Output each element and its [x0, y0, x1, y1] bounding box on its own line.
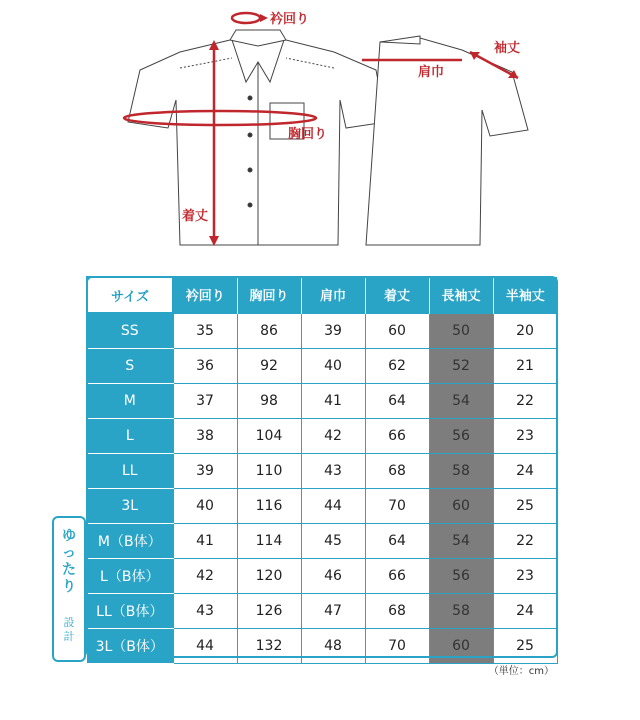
size-cell: S: [87, 349, 173, 384]
table-row: [87, 349, 557, 384]
value-cell: 22: [493, 384, 557, 419]
value-cell: 98: [237, 384, 301, 419]
value-cell: 44: [301, 489, 365, 524]
value-cell: 43: [173, 594, 237, 629]
value-cell: 56: [429, 419, 493, 454]
value-cell: 47: [301, 594, 365, 629]
shirt-back-view: [366, 36, 528, 245]
length-label: 着丈: [182, 209, 209, 224]
value-cell: 45: [301, 524, 365, 559]
value-cell: 58: [429, 594, 493, 629]
value-cell: 20: [493, 313, 557, 349]
table-row: [87, 419, 557, 454]
value-cell: 58: [429, 454, 493, 489]
header-shoulder: 肩巾: [301, 277, 365, 313]
value-cell: 92: [237, 349, 301, 384]
value-cell: 70: [365, 629, 429, 664]
value-cell: 48: [301, 629, 365, 664]
shirt-front-view: [128, 30, 386, 245]
value-cell: 126: [237, 594, 301, 629]
header-collar: 衿回り: [173, 277, 237, 313]
value-cell: 116: [237, 489, 301, 524]
size-cell: 3L: [87, 489, 173, 524]
size-cell: SS: [87, 313, 173, 349]
value-cell: 104: [237, 419, 301, 454]
collar-label: 衿回り: [270, 12, 310, 27]
value-cell: 23: [493, 559, 557, 594]
value-cell: 64: [365, 524, 429, 559]
value-cell: 41: [301, 384, 365, 419]
value-cell: 110: [237, 454, 301, 489]
size-cell: LL（B体）: [87, 594, 173, 629]
table-row: [87, 384, 557, 419]
table-row: [87, 313, 557, 349]
value-cell: 25: [493, 489, 557, 524]
value-cell: 52: [429, 349, 493, 384]
value-cell: 60: [429, 489, 493, 524]
table-row: [87, 559, 557, 594]
value-cell: 64: [365, 384, 429, 419]
table-body: [87, 313, 557, 664]
value-cell: 39: [301, 313, 365, 349]
size-cell: L（B体）: [87, 559, 173, 594]
value-cell: 46: [301, 559, 365, 594]
value-cell: 120: [237, 559, 301, 594]
unit-note: （単位：cm）: [488, 666, 554, 677]
relaxed-fit-main-text: ゆ っ た り: [62, 528, 76, 595]
value-cell: 70: [365, 489, 429, 524]
value-cell: 42: [173, 559, 237, 594]
value-cell: 24: [493, 594, 557, 629]
value-cell: 114: [237, 524, 301, 559]
value-cell: 40: [173, 489, 237, 524]
value-cell: 50: [429, 313, 493, 349]
value-cell: 35: [173, 313, 237, 349]
value-cell: 68: [365, 594, 429, 629]
size-table: [86, 276, 558, 664]
table-row: [87, 629, 557, 664]
table-header-row: [87, 277, 557, 313]
size-cell: M（B体）: [87, 524, 173, 559]
value-cell: 66: [365, 419, 429, 454]
sleeve-label: 袖丈: [494, 41, 521, 56]
value-cell: 42: [301, 419, 365, 454]
value-cell: 41: [173, 524, 237, 559]
value-cell: 44: [173, 629, 237, 664]
relaxed-fit-label: [52, 516, 86, 662]
header-short-sleeve: 半袖丈: [493, 277, 557, 313]
table-row: [87, 594, 557, 629]
value-cell: 132: [237, 629, 301, 664]
value-cell: 37: [173, 384, 237, 419]
value-cell: 22: [493, 524, 557, 559]
table-row: [87, 454, 557, 489]
value-cell: 23: [493, 419, 557, 454]
table-row: [87, 524, 557, 559]
value-cell: 39: [173, 454, 237, 489]
value-cell: 56: [429, 559, 493, 594]
table-row: [87, 489, 557, 524]
size-cell: M: [87, 384, 173, 419]
value-cell: 60: [365, 313, 429, 349]
value-cell: 40: [301, 349, 365, 384]
value-cell: 36: [173, 349, 237, 384]
header-long-sleeve: 長袖丈: [429, 277, 493, 313]
value-cell: 60: [429, 629, 493, 664]
value-cell: 21: [493, 349, 557, 384]
value-cell: 38: [173, 419, 237, 454]
value-cell: 25: [493, 629, 557, 664]
value-cell: 43: [301, 454, 365, 489]
shoulder-label: 肩巾: [418, 65, 445, 80]
header-size: サイズ: [87, 277, 173, 313]
size-table-wrapper: [86, 276, 556, 664]
value-cell: 54: [429, 524, 493, 559]
value-cell: 54: [429, 384, 493, 419]
size-cell: L: [87, 419, 173, 454]
value-cell: 68: [365, 454, 429, 489]
size-cell: 3L（B体）: [87, 629, 173, 664]
value-cell: 24: [493, 454, 557, 489]
chest-label: 胸回り: [288, 127, 328, 142]
value-cell: 66: [365, 559, 429, 594]
value-cell: 86: [237, 313, 301, 349]
header-length: 着丈: [365, 277, 429, 313]
header-chest: 胸回り: [237, 277, 301, 313]
collar-measure-ring: [232, 13, 260, 23]
size-cell: LL: [87, 454, 173, 489]
shirt-measurement-diagram: [0, 0, 640, 260]
relaxed-fit-sub-text: 設 計: [63, 616, 75, 643]
value-cell: 62: [365, 349, 429, 384]
